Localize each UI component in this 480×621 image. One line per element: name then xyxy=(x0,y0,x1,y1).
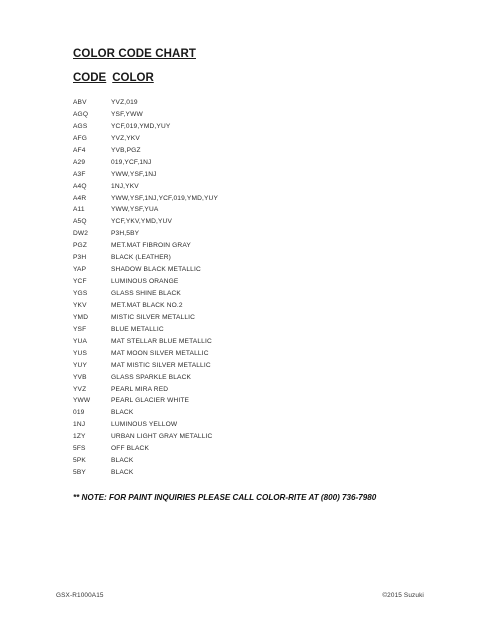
color-name: BLACK xyxy=(111,469,134,477)
color-code: YKV xyxy=(73,301,87,309)
color-code: YUS xyxy=(73,349,88,357)
color-code-row xyxy=(73,419,433,431)
color-code-row xyxy=(73,360,433,372)
color-name: YVZ,YKV xyxy=(111,134,140,142)
color-code-row xyxy=(73,312,433,324)
color-code: 019 xyxy=(73,409,85,417)
color-code-list xyxy=(73,97,433,479)
color-code: AGQ xyxy=(73,110,89,118)
color-code-row xyxy=(73,204,433,216)
color-code: YCF xyxy=(73,278,87,286)
color-name: GLASS SHINE BLACK xyxy=(111,290,181,297)
color-code-row xyxy=(73,121,433,133)
color-name: YWW,YSF,YUA xyxy=(111,206,159,214)
color-name: 1NJ,YKV xyxy=(111,182,139,190)
color-code-row xyxy=(73,216,433,228)
color-code: YVB xyxy=(73,373,87,381)
color-code: YSF xyxy=(73,325,87,333)
column-headers xyxy=(73,72,154,84)
color-code: 5PK xyxy=(73,457,86,465)
color-code-row xyxy=(73,407,433,419)
color-code-row xyxy=(73,384,433,396)
color-code-row xyxy=(73,169,433,181)
color-name: MAT STELLAR BLUE METALLIC xyxy=(111,337,212,345)
color-name: BLACK xyxy=(111,457,134,465)
footer-model-code: GSX-R1000A15 xyxy=(56,592,104,599)
color-name: PEARL GLACIER WHITE xyxy=(111,397,190,405)
color-name: MET.MAT BLACK NO.2 xyxy=(111,301,183,309)
footer-copyright: ©2015 Suzuki xyxy=(382,592,424,599)
color-code-row xyxy=(73,443,433,455)
color-code: AGS xyxy=(73,122,88,130)
color-code: YUY xyxy=(73,361,88,369)
color-code-row xyxy=(73,336,433,348)
color-name: URBAN LIGHT GRAY METALLIC xyxy=(111,433,213,441)
color-code: YVZ xyxy=(73,385,87,393)
color-name: BLUE METALLIC xyxy=(111,325,164,333)
color-name: 019,YCF,1NJ xyxy=(111,158,152,166)
color-name: LUMINOUS ORANGE xyxy=(111,278,179,286)
page-title: COLOR CODE CHART xyxy=(73,48,196,60)
paint-inquiry-note: ** NOTE: FOR PAINT INQUIRIES PLEASE CALL COLOR-RITE AT (800) 736-7980 xyxy=(73,493,377,502)
color-code-row xyxy=(73,145,433,157)
color-code-row xyxy=(73,193,433,205)
color-code: ABV xyxy=(73,99,87,106)
code-column-header: CODE xyxy=(73,72,107,84)
color-name: BLACK (LEATHER) xyxy=(111,254,172,262)
color-code-row xyxy=(73,240,433,252)
color-name: YVZ,019 xyxy=(111,99,138,106)
color-code: A5Q xyxy=(73,218,87,226)
color-code: DW2 xyxy=(73,230,89,238)
color-code-row xyxy=(73,133,433,145)
color-code: YMD xyxy=(73,313,89,321)
color-code: A11 xyxy=(73,206,85,214)
color-name: YVB,PGZ xyxy=(111,146,141,154)
color-name: MAT MOON SILVER METALLIC xyxy=(111,349,209,357)
color-code-row xyxy=(73,431,433,443)
color-code-row xyxy=(73,252,433,264)
color-code: YAP xyxy=(73,266,87,274)
color-code: 1NJ xyxy=(73,421,86,429)
color-code: 1ZY xyxy=(73,433,86,441)
color-code-row xyxy=(73,372,433,384)
color-code-row xyxy=(73,288,433,300)
color-code: A3F xyxy=(73,170,86,178)
color-name: YCF,YKV,YMD,YUV xyxy=(111,218,172,226)
color-code-row xyxy=(73,109,433,121)
color-code: PGZ xyxy=(73,242,88,250)
color-name: MISTIC SILVER METALLIC xyxy=(111,313,196,321)
color-name: YWW,YSF,1NJ xyxy=(111,170,157,178)
color-code: YGS xyxy=(73,290,88,297)
color-name: P3H,5BY xyxy=(111,230,140,238)
color-code-row xyxy=(73,324,433,336)
color-column-header: COLOR xyxy=(112,72,154,84)
color-name: MET.MAT FIBROIN GRAY xyxy=(111,242,191,250)
color-code: YUA xyxy=(73,337,88,345)
color-code-row xyxy=(73,467,433,479)
color-code-row xyxy=(73,455,433,467)
color-code: P3H xyxy=(73,254,87,262)
color-code-row xyxy=(73,181,433,193)
color-code-row xyxy=(73,300,433,312)
color-name: SHADOW BLACK METALLIC xyxy=(111,266,201,274)
color-code: A4R xyxy=(73,194,87,202)
color-code: AFG xyxy=(73,134,88,142)
color-name: YSF,YWW xyxy=(111,110,143,118)
color-name: LUMINOUS YELLOW xyxy=(111,421,178,429)
color-name: YCF,019,YMD,YUY xyxy=(111,122,171,130)
color-name: MAT MISTIC SILVER METALLIC xyxy=(111,361,211,369)
color-code: A29 xyxy=(73,158,86,166)
color-code: 5BY xyxy=(73,469,86,477)
color-code-row xyxy=(73,157,433,169)
color-code-row xyxy=(73,348,433,360)
color-name: YWW,YSF,1NJ,YCF,019,YMD,YUY xyxy=(111,194,219,202)
color-code: A4Q xyxy=(73,182,87,190)
color-code-row xyxy=(73,276,433,288)
color-name: BLACK xyxy=(111,409,134,417)
color-code: YWW xyxy=(73,397,91,405)
color-code-row xyxy=(73,264,433,276)
color-code-row xyxy=(73,395,433,407)
color-code: 5FS xyxy=(73,445,86,453)
color-code-row xyxy=(73,97,433,109)
color-code-row xyxy=(73,228,433,240)
color-code: AF4 xyxy=(73,146,86,154)
color-name: PEARL MIRA RED xyxy=(111,385,169,393)
color-name: OFF BLACK xyxy=(111,445,149,453)
color-name: GLASS SPARKLE BLACK xyxy=(111,373,192,381)
